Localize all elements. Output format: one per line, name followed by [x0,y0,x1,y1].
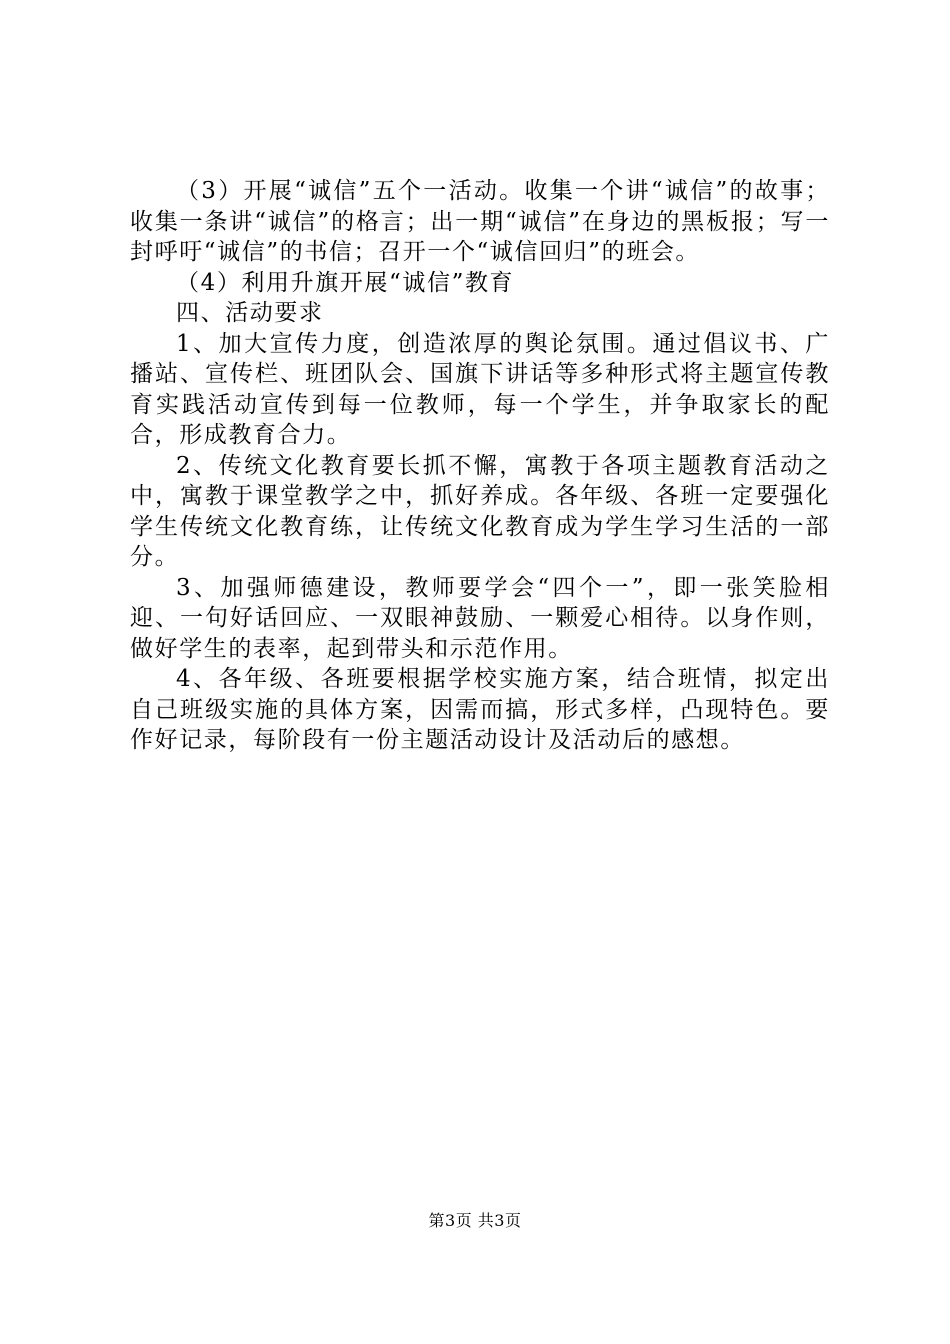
page-number-footer: 第3页 共3页 [428,1211,522,1230]
paragraph-requirement-1: 1、加大宣传力度，创造浓厚的舆论氛围。通过倡议书、广播站、宣传栏、班团队会、国旗下讲话等多种形式将主题宣传教育实践活动宣传到每一位教师，每一个学生，并争取家长的配合，形成教育合力。 [130,330,830,448]
paragraph-requirement-4: 4、各年级、各班要根据学校实施方案，结合班情，拟定出自己班级实施的具体方案，因需而搞，形式多样，凸现特色。要作好记录，每阶段有一份主题活动设计及活动后的感想。 [130,666,830,753]
paragraph-activity-3: （3）开展“诚信”五个一活动。收集一个讲“诚信”的故事；收集一条讲“诚信”的格言；出一期“诚信”在身边的黑板报；写一封呼吁“诚信”的书信；召开一个“诚信回归”的班会。 [130,178,830,265]
paragraph-requirement-3: 3、加强师德建设，教师要学会“四个一”，即一张笑脸相迎、一句好话回应、一双眼神鼓励、一颗爱心相待。以身作则，做好学生的表率，起到带头和示范作用。 [130,574,830,662]
section-heading-requirements: 四、活动要求 [176,300,324,326]
paragraph-activity-4: （4）利用升旗开展“诚信”教育 [176,269,515,296]
paragraph-requirement-2: 2、传统文化教育要长抓不懈，寓教于各项主题教育活动之中，寓教于课堂教学之中，抓好养成。各年级、各班一定要强化学生传统文化教育练，让传统文化教育成为学生学习生活的一部分。 [130,452,830,570]
document-body [130,176,830,756]
